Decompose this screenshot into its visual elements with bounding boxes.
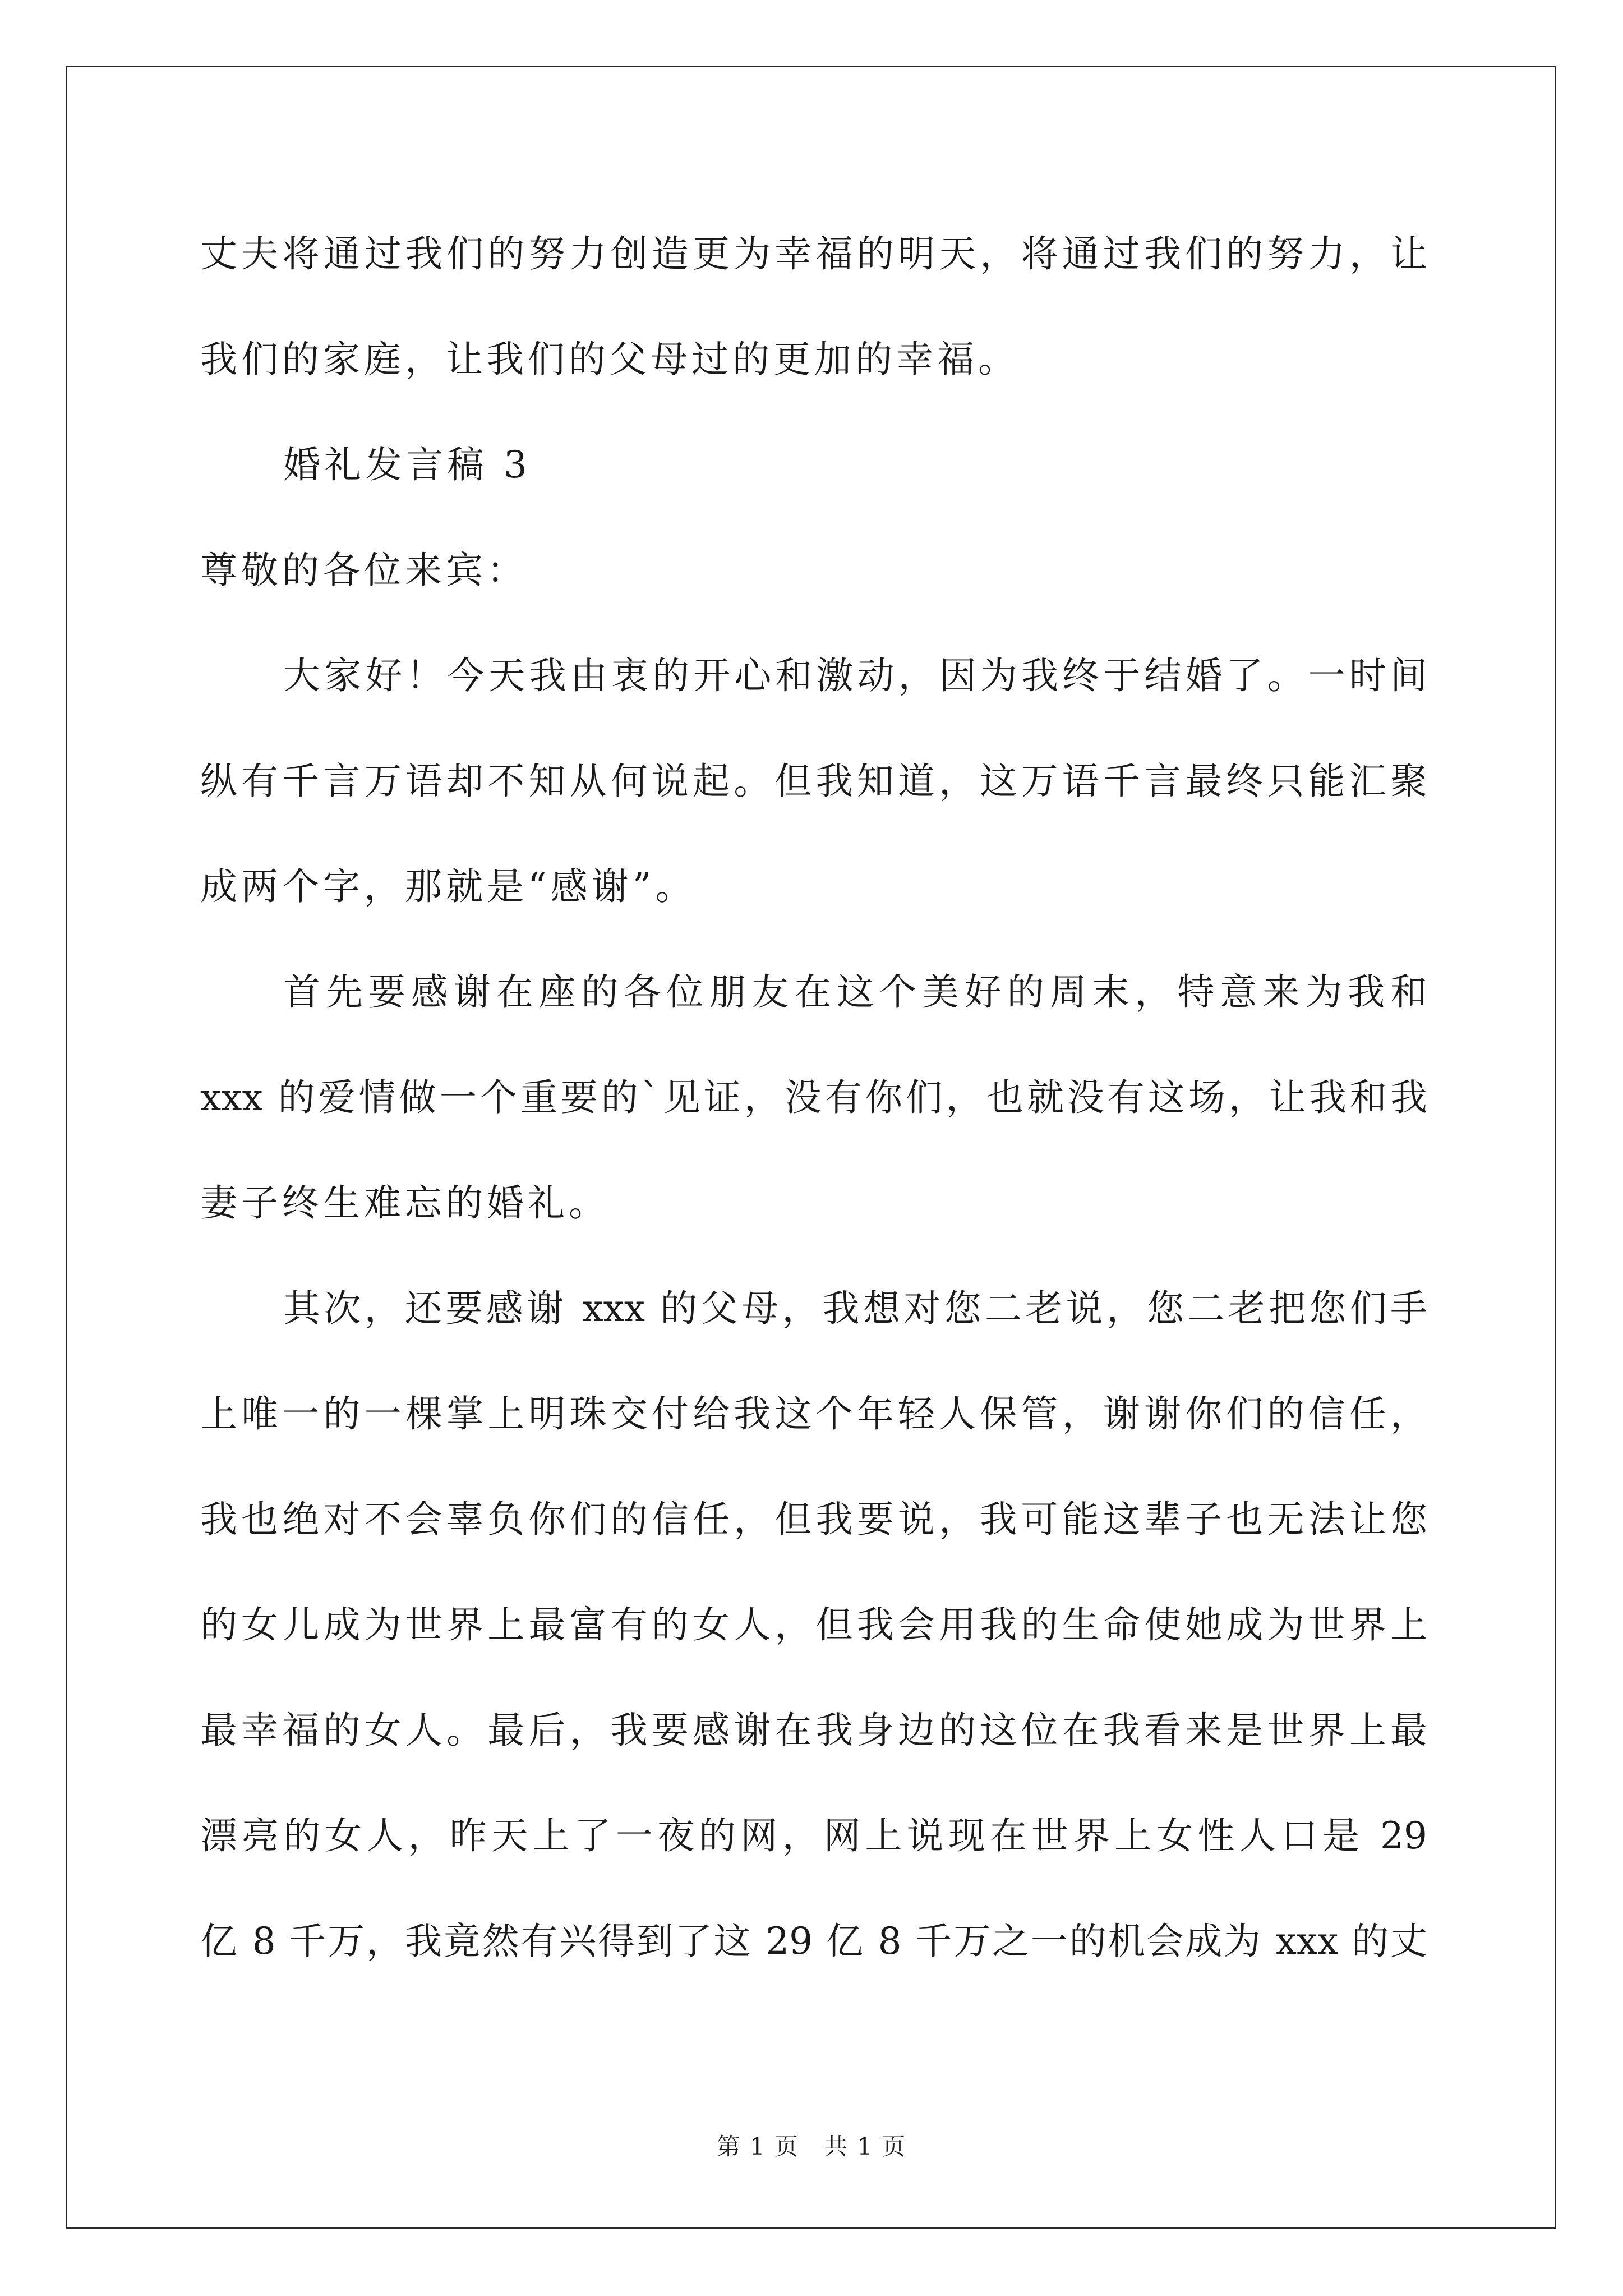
- text-line: 丈夫将通过我们的努力创造更为幸福的明天，将通过我们的努力，让: [200, 232, 1427, 275]
- text-line: 首先要感谢在座的各位朋友在这个美好的周末，特意来为我和: [283, 970, 1427, 1014]
- text-line: 妻子终生难忘的婚礼。: [200, 1181, 610, 1225]
- text-line: 我也绝对不会辜负你们的信任，但我要说，我可能这辈子也无法让您: [200, 1498, 1427, 1541]
- salutation: 尊敬的各位来宾：: [200, 549, 528, 592]
- text-line: 我们的家庭，让我们的父母过的更加的幸福。: [200, 338, 1019, 381]
- text-line: 大家好！今天我由衷的开心和激动，因为我终于结婚了。一时间: [283, 654, 1427, 697]
- text-line: 上唯一的一棵掌上明珠交付给我这个年轻人保管，谢谢你们的信任，: [200, 1392, 1427, 1435]
- text-line: 最幸福的女人。最后，我要感谢在我身边的这位在我看来是世界上最: [200, 1709, 1427, 1752]
- text-line: 其次，还要感谢 xxx 的父母，我想对您二老说，您二老把您们手: [283, 1287, 1427, 1330]
- text-line: 的女儿成为世界上最富有的女人，但我会用我的生命使她成为世界上: [200, 1603, 1427, 1646]
- text-line: 漂亮的女人，昨天上了一夜的网，网上说现在世界上女性人口是 29: [200, 1814, 1427, 1857]
- page-number-footer: 第 1 页 共 1 页: [716, 2133, 907, 2160]
- text-line: 纵有千言万语却不知从何说起。但我知道，这万语千言最终只能汇聚: [200, 760, 1427, 803]
- text-line: 亿 8 千万，我竟然有兴得到了这 29 亿 8 千万之一的机会成为 xxx 的丈: [200, 1920, 1427, 1963]
- page-border: [66, 66, 1556, 2229]
- text-line: 成两个字，那就是“感谢”。: [200, 865, 697, 908]
- section-heading: 婚礼发言稿 3: [283, 443, 531, 486]
- text-line: xxx 的爱情做一个重要的`见证，没有你们，也就没有这场，让我和我: [200, 1076, 1427, 1119]
